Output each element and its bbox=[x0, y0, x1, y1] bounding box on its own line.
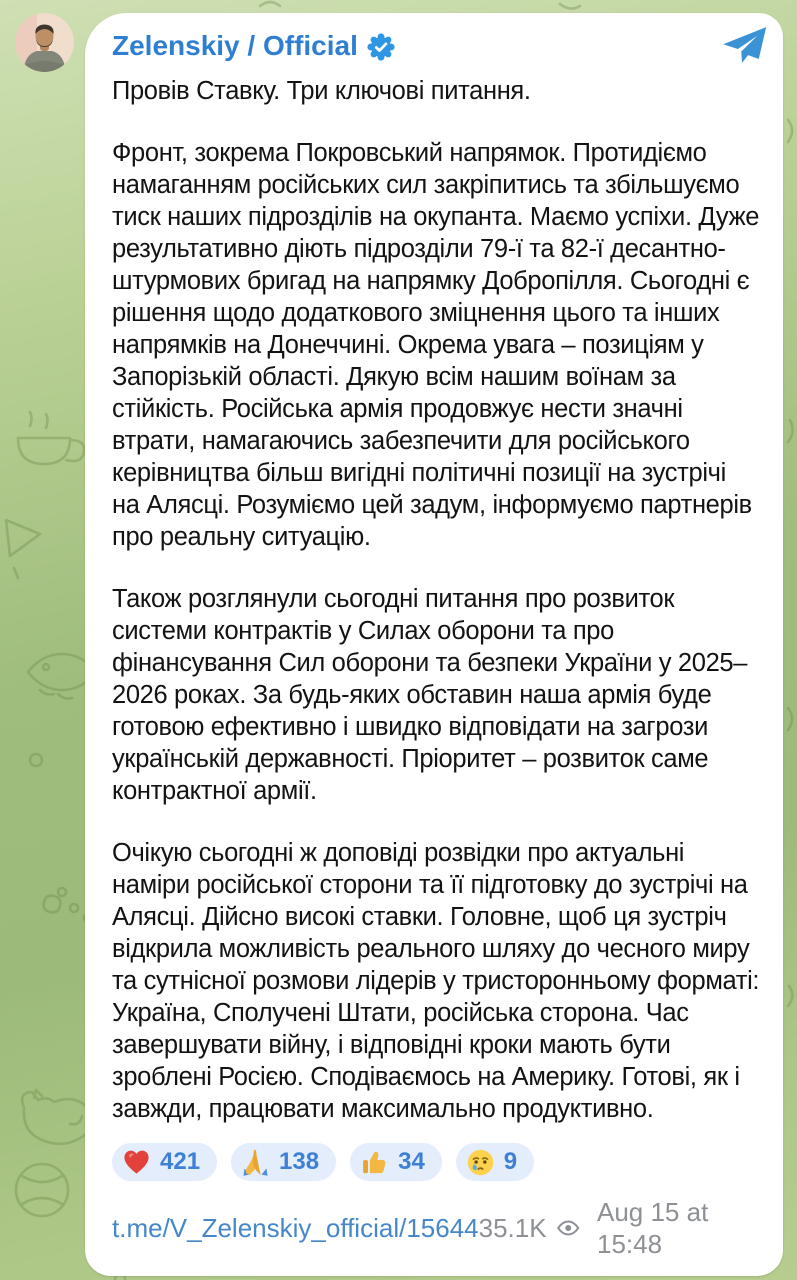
reaction-crying-face-button[interactable] bbox=[456, 1143, 534, 1181]
message-text bbox=[112, 75, 760, 1125]
view-count: 35.1K bbox=[478, 1213, 547, 1243]
folded-hands-icon bbox=[241, 1148, 270, 1177]
crying-face-icon bbox=[466, 1148, 495, 1177]
thumbs-up-icon bbox=[360, 1148, 389, 1177]
post-header bbox=[112, 28, 757, 64]
channel-name[interactable]: Zelenskiy / Official bbox=[112, 30, 358, 61]
post-footer bbox=[112, 1196, 757, 1260]
message-paragraph: Також розглянули сьогодні питання про розвиток системи контрактів у Силах оборони та про фінансування Сил оборони та безпеки України у 2025–2026 роках. За будь-яких обставин наша армія буде готовою ефективно і швидко відповідати на загрози українській державності. Пріоритет – розвиток саме контрактної армії. bbox=[112, 585, 748, 805]
reaction-count: 138 bbox=[279, 1148, 320, 1175]
message-paragraph: Очікую сьогодні ж доповіді розвідки про актуальні наміри російської сторони та її підготовку до зустрічі на Алясці. Дійсно високі ставки. Головне, щоб ця зустріч відкрила можливість реального шляху до чесного миру та сутнісної розмови лідерів у тристоронньому форматі: Україна, Сполучені Штати, російська сторона. Час завершувати війну, і відповідні кроки мають бути зроблені Росією. Сподіваємось на Америку. Готові, як і завжди, працювати максимально продуктивно. bbox=[112, 839, 760, 1123]
reaction-count: 34 bbox=[398, 1148, 425, 1175]
reaction-thumbs-up-button[interactable] bbox=[350, 1143, 442, 1181]
post-meta bbox=[479, 1196, 757, 1260]
message-paragraph: Фронт, зокрема Покровський напрямок. Протидіємо намаганням російських сил закріпитись та збільшуємо тиск наших підрозділів на окупанта. Маємо успіхи. Дуже результативно діють підрозділи 79-ї та 82-ї десантно-штурмових бригад на напрямку Добропілля. Сьогодні є рішення щодо додаткового зміцнення цього та інших напрямків на Донеччині. Окрема увага – позиціям у Запорізькій області. Дякую всім нашим воїнам за стійкість. Російська армія продовжує нести значні втрати, намагаючись забезпечити для російського керівництва більш вигідні політичні позиції на зустрічі на Алясці. Розуміємо цей задум, інформуємо партнерів про реальну ситуацію. bbox=[112, 139, 760, 551]
message-bubble bbox=[85, 13, 783, 1276]
reaction-folded-hands-button[interactable] bbox=[231, 1143, 336, 1181]
timestamp: Aug 15 at 15:48 bbox=[596, 1197, 709, 1259]
post-link[interactable]: t.me/V_Zelenskiy_official/15644 bbox=[112, 1213, 479, 1243]
verified-badge-icon bbox=[367, 33, 395, 61]
reaction-count: 9 bbox=[503, 1148, 518, 1175]
reaction-heart-button[interactable] bbox=[112, 1143, 217, 1181]
eye-icon bbox=[556, 1218, 580, 1238]
heart-icon bbox=[122, 1148, 151, 1177]
avatar-portrait bbox=[15, 13, 74, 72]
channel-avatar[interactable] bbox=[15, 13, 74, 72]
reactions-row bbox=[112, 1143, 757, 1181]
share-paper-plane-icon[interactable] bbox=[721, 26, 768, 64]
reaction-count: 421 bbox=[160, 1148, 201, 1175]
message-paragraph: Провів Ставку. Три ключові питання. bbox=[112, 77, 531, 105]
